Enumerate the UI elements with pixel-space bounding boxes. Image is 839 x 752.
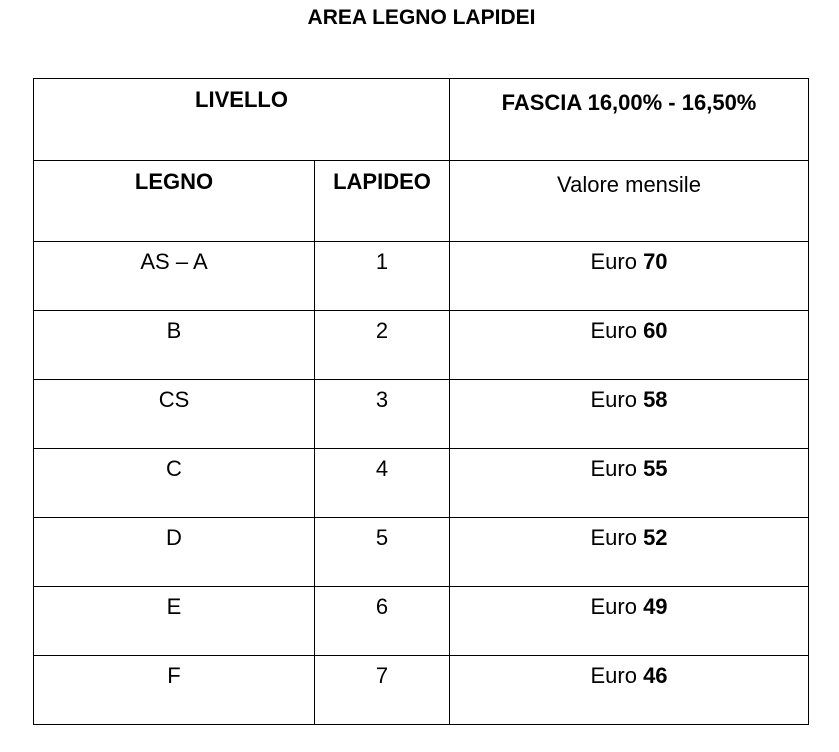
monthly-value [450,518,808,551]
header-lapideo-cell [315,161,450,242]
legno-value: C [166,456,182,481]
header-legno: LEGNO [134,169,214,194]
lapideo-value: 3 [375,387,389,412]
legno-value: B [166,318,182,343]
legno-value: AS – A [140,249,208,274]
header-row-level [34,79,809,161]
header-livello: LIVELLO [195,87,288,112]
header-livello-cell [34,79,450,161]
lapideo-value: 2 [375,318,389,343]
euro-label: Euro [590,387,637,412]
legno-value: D [166,525,182,550]
page-title: AREA LEGNO LAPIDEI [307,6,536,29]
table-row [34,656,809,725]
table-row [34,449,809,518]
header-fascia-cell [450,79,809,161]
euro-amount: 55 [643,456,668,481]
euro-amount: 58 [643,387,668,412]
salary-table [33,78,809,725]
lapideo-value: 5 [375,525,389,550]
lapideo-value: 4 [375,456,389,481]
header-valore: Valore mensile [557,172,701,197]
header-legno-cell [34,161,315,242]
monthly-value [450,380,808,413]
header-valore-cell [450,161,809,242]
euro-label: Euro [590,594,637,619]
lapideo-value: 7 [375,663,389,688]
table-row [34,380,809,449]
monthly-value [450,242,808,275]
legno-value: CS [158,387,190,412]
euro-label: Euro [590,525,637,550]
euro-amount: 52 [643,525,668,550]
header-lapideo: LAPIDEO [333,169,431,194]
table-row [34,518,809,587]
euro-amount: 70 [643,249,668,274]
monthly-value [450,587,808,620]
euro-amount: 46 [643,663,668,688]
monthly-value [450,449,808,482]
legno-value: E [166,594,182,619]
euro-label: Euro [590,663,637,688]
euro-amount: 60 [643,318,668,343]
header-fascia: FASCIA 16,00% - 16,50% [501,90,757,115]
euro-label: Euro [590,456,637,481]
header-row-columns [34,161,809,242]
legno-value: F [167,663,181,688]
table-row [34,242,809,311]
euro-amount: 49 [643,594,668,619]
lapideo-value: 1 [375,249,389,274]
monthly-value [450,311,808,344]
table-row [34,311,809,380]
euro-label: Euro [590,249,637,274]
euro-label: Euro [590,318,637,343]
monthly-value [450,656,808,689]
lapideo-value: 6 [375,594,389,619]
table-row [34,587,809,656]
